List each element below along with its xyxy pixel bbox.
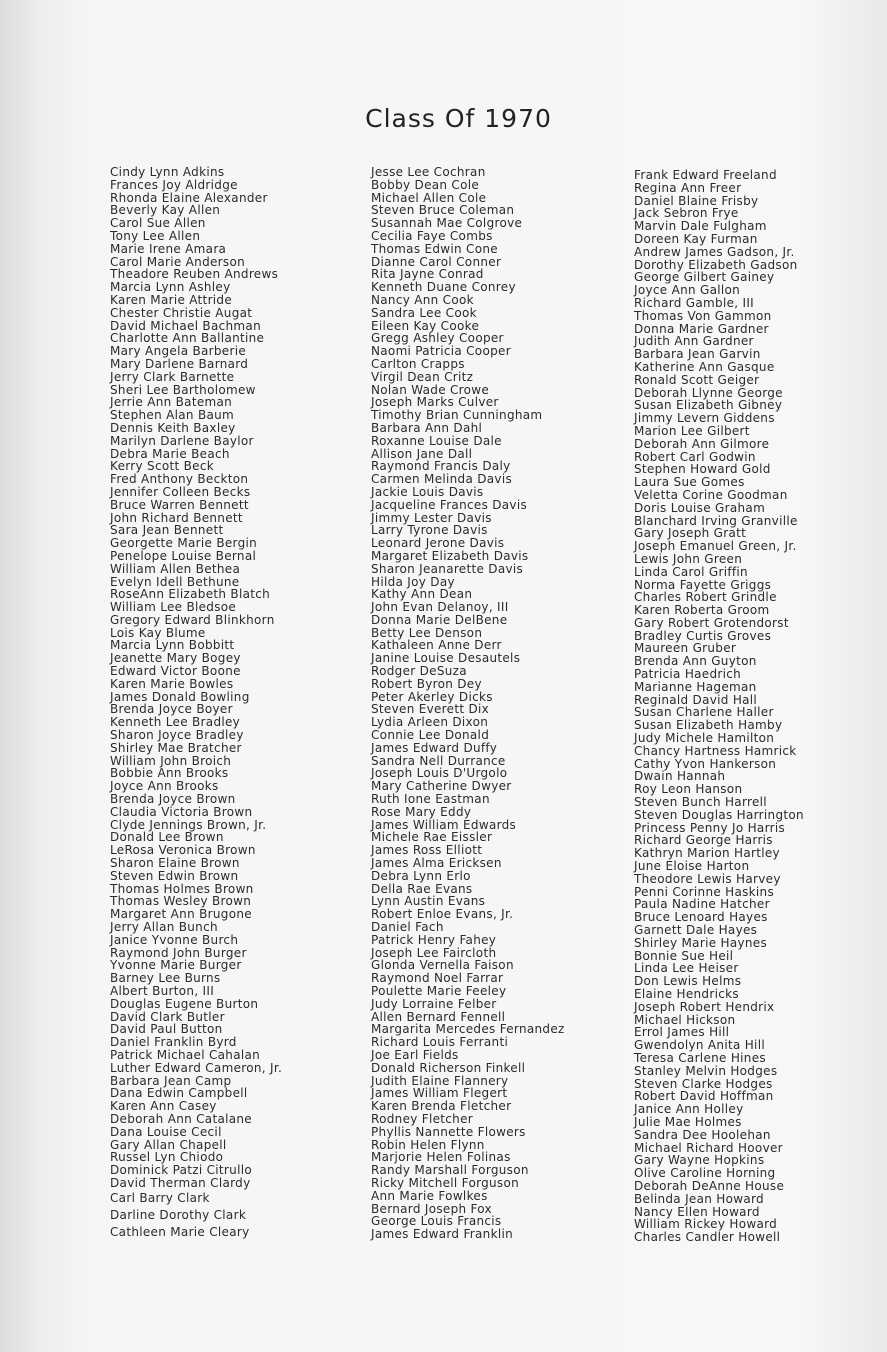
student-name: Joseph Marks Culver <box>371 395 499 410</box>
student-name: Kenneth Duane Conrey <box>371 280 516 295</box>
student-name: Charlotte Ann Ballantine <box>110 331 265 346</box>
student-name: Roxanne Louise Dale <box>371 433 502 448</box>
student-name: Randy Marshall Forguson <box>371 1163 529 1178</box>
student-name: James Edward Franklin <box>371 1227 513 1242</box>
student-name: Sandra Dee Hoolehan <box>634 1127 771 1142</box>
student-name: June Eloise Harton <box>634 859 750 874</box>
student-name: David Clark Butler <box>110 1009 225 1024</box>
student-name: Shirley Mae Bratcher <box>110 740 242 755</box>
student-name: Veletta Corine Goodman <box>634 487 788 502</box>
student-name: Carol Sue Allen <box>110 216 206 231</box>
student-name: Claudia Victoria Brown <box>110 804 253 819</box>
student-name: Rodney Fletcher <box>371 1111 474 1126</box>
student-name: Belinda Jean Howard <box>634 1191 764 1206</box>
student-name: Susan Elizabeth Hamby <box>634 718 783 733</box>
student-name: Jennifer Colleen Becks <box>110 484 251 499</box>
student-name: Margaret Elizabeth Davis <box>371 548 529 563</box>
student-name: Jerrie Ann Bateman <box>110 395 233 410</box>
student-name: Nolan Wade Crowe <box>371 382 490 397</box>
student-name: Raymond Francis Daly <box>371 459 511 474</box>
student-name: Patricia Haedrich <box>634 667 742 682</box>
student-name: Jerry Clark Barnette <box>110 369 235 384</box>
student-name: Donald Lee Brown <box>110 830 224 845</box>
student-name: Frank Edward Freeland <box>634 168 777 182</box>
student-name: Bruce Warren Bennett <box>110 497 249 512</box>
student-name: Ruth Ione Eastman <box>371 792 490 807</box>
student-name: David Paul Button <box>110 1022 223 1037</box>
student-name: Sandra Lee Cook <box>371 305 477 320</box>
student-name: Dianne Carol Conner <box>371 254 502 269</box>
student-name: Lewis John Green <box>634 551 743 566</box>
student-name: Fred Anthony Beckton <box>110 472 249 487</box>
student-name: Barney Lee Burns <box>110 971 221 986</box>
student-name: Betty Lee Denson <box>371 625 483 640</box>
student-name: Mary Angela Barberie <box>110 344 247 359</box>
student-name: Michael Allen Cole <box>371 190 487 205</box>
student-name: George Gilbert Gainey <box>634 270 775 285</box>
names-column-1 <box>110 166 360 1241</box>
student-name: Marcia Lynn Ashley <box>110 280 231 295</box>
student-name: Marion Lee Gilbert <box>634 423 750 438</box>
student-name: James Alma Ericksen <box>371 856 502 871</box>
student-name: Karen Brenda Fletcher <box>371 1099 512 1114</box>
student-name: Leonard Jerone Davis <box>371 536 505 551</box>
student-name: Shirley Marie Haynes <box>634 935 768 950</box>
student-name: Allen Bernard Fennell <box>371 1009 506 1024</box>
student-name: Susannah Mae Colgrove <box>371 216 523 231</box>
student-name: Jesse Lee Cochran <box>371 165 486 179</box>
student-name: Phyllis Nannette Flowers <box>371 1124 526 1139</box>
student-name: Patrick Michael Cahalan <box>110 1047 261 1062</box>
student-name: Marcia Lynn Bobbitt <box>110 638 235 653</box>
student-name: Gwendolyn Anita Hill <box>634 1038 765 1053</box>
student-name: Reginald David Hall <box>634 692 758 707</box>
student-name: Janice Yvonne Burch <box>110 932 239 947</box>
student-name: Gregory Edward Blinkhorn <box>110 612 275 627</box>
student-name: Judith Ann Gardner <box>634 334 754 349</box>
student-name: Steven Bunch Harrell <box>634 795 767 810</box>
student-name: Penelope Louise Bernal <box>110 548 257 563</box>
student-name: John Evan Delanoy, III <box>371 600 509 615</box>
student-name: Doris Louise Graham <box>634 500 766 515</box>
student-name: Bobbie Ann Brooks <box>110 766 229 781</box>
student-name: Brenda Joyce Boyer <box>110 702 233 717</box>
student-name: Marjorie Helen Folinas <box>371 1150 511 1165</box>
student-name: Stephen Howard Gold <box>634 462 771 477</box>
student-name: Karen Roberta Groom <box>634 603 770 618</box>
student-name: Roy Leon Hanson <box>634 782 743 797</box>
student-name: Katherine Ann Gasque <box>634 359 775 374</box>
student-name: Joyce Ann Gallon <box>634 283 741 298</box>
student-name: Lois Kay Blume <box>110 625 206 640</box>
student-name: Richard Gamble, III <box>634 295 755 310</box>
student-name: William Rickey Howard <box>634 1217 778 1232</box>
student-name: Sharon Elaine Brown <box>110 856 240 871</box>
student-name: Douglas Eugene Burton <box>110 996 259 1011</box>
student-name: Judy Michele Hamilton <box>634 731 775 746</box>
student-name: David Therman Clardy <box>110 1175 251 1190</box>
student-name: Laura Sue Gomes <box>634 475 745 490</box>
student-name: Barbara Jean Garvin <box>634 347 761 362</box>
student-name: Joe Earl Fields <box>371 1047 459 1062</box>
student-name: Lynn Austin Evans <box>371 894 486 909</box>
names-column-2 <box>371 166 621 1241</box>
student-name: Sara Jean Bennett <box>110 523 224 538</box>
student-name: Nancy Ann Cook <box>371 292 474 307</box>
student-name: Albert Burton, III <box>110 984 215 998</box>
student-name: Don Lewis Helms <box>634 974 742 989</box>
student-name: Judith Elaine Flannery <box>371 1073 509 1088</box>
student-name: Donna Marie Gardner <box>634 321 769 336</box>
student-name: Sheri Lee Bartholomew <box>110 382 256 397</box>
student-name: Jimmy Levern Giddens <box>634 411 775 426</box>
student-name: Carlton Crapps <box>371 356 465 371</box>
student-name: Dorothy Elizabeth Gadson <box>634 257 798 272</box>
student-name: Charles Robert Grindle <box>634 590 777 605</box>
student-name: Jackie Louis Davis <box>371 484 484 499</box>
student-name: Susan Charlene Haller <box>634 705 774 720</box>
student-name: Raymond John Burger <box>110 945 247 960</box>
student-name: Edward Victor Boone <box>110 664 241 679</box>
student-name: Larry Tyrone Davis <box>371 523 488 538</box>
student-name: Steven Edwin Brown <box>110 868 239 883</box>
student-name: Robert Carl Godwin <box>634 449 756 464</box>
student-name: Julie Mae Holmes <box>634 1114 742 1129</box>
student-name: Deborah DeAnne House <box>634 1178 785 1193</box>
student-name: Karen Marie Attride <box>110 292 233 307</box>
student-name: Carol Marie Anderson <box>110 254 246 269</box>
student-name: Cecilia Faye Combs <box>371 228 493 243</box>
student-name: Teresa Carlene Hines <box>634 1050 766 1065</box>
student-name: Princess Penny Jo Harris <box>634 820 786 835</box>
student-name: Kerry Scott Beck <box>110 459 214 474</box>
student-name: Marilyn Darlene Baylor <box>110 433 254 448</box>
student-name: Patrick Henry Fahey <box>371 932 497 947</box>
student-name: William Lee Bledsoe <box>110 600 237 615</box>
student-name: Barbara Jean Camp <box>110 1073 232 1088</box>
student-name: Joseph Louis D'Urgolo <box>371 766 508 781</box>
student-name: Luther Edward Cameron, Jr. <box>110 1060 283 1075</box>
student-name: Jerry Allan Bunch <box>110 920 218 935</box>
student-name: Errol James Hill <box>634 1025 730 1040</box>
student-name: Beverly Kay Allen <box>110 203 221 218</box>
student-name: Yvonne Marie Burger <box>110 958 242 973</box>
student-name: Sharon Jeanarette Davis <box>371 561 524 576</box>
student-name: Clyde Jennings Brown, Jr. <box>110 817 267 832</box>
student-name: Bruce Lenoard Hayes <box>634 910 768 925</box>
student-name: David Michael Bachman <box>110 318 261 333</box>
student-name: Steven Everett Dix <box>371 702 490 717</box>
student-name: Brenda Ann Guyton <box>634 654 757 669</box>
student-name: Michael Richard Hoover <box>634 1140 783 1155</box>
student-name: Deborah Ann Gilmore <box>634 436 770 451</box>
student-name: Gary Wayne Hopkins <box>634 1153 765 1168</box>
student-name: Joyce Ann Brooks <box>110 779 219 794</box>
student-name: Hilda Joy Day <box>371 574 455 589</box>
student-name: Carmen Melinda Davis <box>371 472 513 487</box>
student-name: Eileen Kay Cooke <box>371 318 480 333</box>
student-name: Daniel Franklin Byrd <box>110 1035 237 1050</box>
student-name: Kathaleen Anne Derr <box>371 638 502 653</box>
student-name: Karen Marie Bowles <box>110 676 234 691</box>
student-name: Bobby Dean Cole <box>371 177 480 192</box>
student-name: Chancy Hartness Hamrick <box>634 743 797 758</box>
student-name: Brenda Joyce Brown <box>110 792 236 807</box>
student-name: Janine Louise Desautels <box>371 651 521 666</box>
student-name: Timothy Brian Cunningham <box>371 408 543 423</box>
student-name: Kenneth Lee Bradley <box>110 715 241 730</box>
student-name: Della Rae Evans <box>371 881 473 896</box>
student-name: Georgette Marie Bergin <box>110 536 258 551</box>
student-name: Jimmy Lester Davis <box>371 510 492 525</box>
student-name: Steven Douglas Harrington <box>634 807 804 822</box>
student-name: Barbara Ann Dahl <box>371 420 483 435</box>
student-name: Gary Allan Chapell <box>110 1137 227 1152</box>
student-name: Daniel Fach <box>371 920 444 935</box>
student-name: Virgil Dean Critz <box>371 369 474 384</box>
student-name: Judy Lorraine Felber <box>371 996 497 1011</box>
student-name: Linda Carol Griffin <box>634 564 748 579</box>
student-name: Marvin Dale Fulgham <box>634 219 767 234</box>
student-name: Daniel Blaine Frisby <box>634 193 759 208</box>
student-name: Theodore Lewis Harvey <box>634 871 781 886</box>
student-name: Stephen Alan Baum <box>110 408 235 423</box>
student-name: Andrew James Gadson, Jr. <box>634 244 795 259</box>
student-name: Margaret Ann Brugone <box>110 907 252 922</box>
student-name: Thomas Edwin Cone <box>371 241 498 256</box>
student-name: Steven Bruce Coleman <box>371 203 515 218</box>
student-name: Thomas Von Gammon <box>634 308 772 323</box>
student-name: Deborah Llynne George <box>634 385 783 400</box>
student-name: Rose Mary Eddy <box>371 804 472 819</box>
student-name: John Richard Bennett <box>110 510 243 525</box>
student-name: James Donald Bowling <box>110 689 250 704</box>
student-name: George Louis Francis <box>371 1214 502 1229</box>
student-name: Naomi Patricia Cooper <box>371 344 511 359</box>
student-name: Ricky Mitchell Forguson <box>371 1175 520 1190</box>
student-name: Connie Lee Donald <box>371 728 490 743</box>
student-name: Debra Lynn Erlo <box>371 868 471 883</box>
student-name: Maureen Gruber <box>634 641 737 656</box>
student-name: Joseph Lee Faircloth <box>371 945 497 960</box>
student-name: Dennis Keith Baxley <box>110 420 236 435</box>
student-name: Robin Helen Flynn <box>371 1137 485 1152</box>
student-name: Joseph Emanuel Green, Jr. <box>634 539 797 554</box>
student-name: Raymond Noel Farrar <box>371 971 504 986</box>
student-name: Deborah Ann Catalane <box>110 1111 252 1126</box>
student-name: Cindy Lynn Adkins <box>110 165 225 179</box>
student-name: James Edward Duffy <box>371 740 498 755</box>
student-name: Stanley Melvin Hodges <box>634 1063 778 1078</box>
student-name: Debra Marie Beach <box>110 446 230 461</box>
student-name: Thomas Wesley Brown <box>110 894 252 909</box>
student-name: Carl Barry Clark <box>110 1190 210 1205</box>
student-name: Olive Caroline Horning <box>634 1166 776 1181</box>
student-name: Marie Irene Amara <box>110 241 227 256</box>
student-name: Michele Rae Eissler <box>371 830 493 845</box>
student-name: Chester Christie Augat <box>110 305 253 320</box>
student-name: James William Flegert <box>371 1086 508 1101</box>
student-name: Jeanette Mary Bogey <box>110 651 241 666</box>
student-name: Theadore Reuben Andrews <box>110 267 279 282</box>
student-name: James Ross Elliott <box>371 843 483 858</box>
student-name: Poulette Marie Feeley <box>371 984 507 998</box>
student-name: Dominick Patzi Citrullo <box>110 1163 252 1178</box>
student-name: Dana Edwin Campbell <box>110 1086 248 1101</box>
student-name: Lydia Arleen Dixon <box>371 715 489 730</box>
student-name: Bernard Joseph Fox <box>371 1201 492 1216</box>
student-name: Donald Richerson Finkell <box>371 1060 526 1075</box>
student-name: Mary Catherine Dwyer <box>371 779 512 794</box>
student-name: Dana Louise Cecil <box>110 1124 222 1139</box>
student-name: Gregg Ashley Cooper <box>371 331 504 346</box>
student-name: Kathy Ann Dean <box>371 587 473 602</box>
student-name: Joseph Robert Hendrix <box>634 999 775 1014</box>
student-name: LeRosa Veronica Brown <box>110 843 256 858</box>
student-name: Nancy Ellen Howard <box>634 1204 760 1219</box>
student-name: Janice Ann Holley <box>634 1102 744 1117</box>
student-name: Frances Joy Aldridge <box>110 177 238 192</box>
student-name: Jack Sebron Frye <box>634 206 739 221</box>
student-name: Evelyn Idell Bethune <box>110 574 240 589</box>
student-name: Cathleen Marie Cleary <box>110 1224 250 1239</box>
student-name: Regina Ann Freer <box>634 180 742 195</box>
student-name: Garnett Dale Hayes <box>634 923 758 938</box>
student-name: Glonda Vernella Faison <box>371 958 514 973</box>
student-name: Robert Byron Dey <box>371 676 482 691</box>
student-name: Kathryn Marion Hartley <box>634 846 780 861</box>
student-name: Rodger DeSuza <box>371 664 467 679</box>
student-name: Tony Lee Allen <box>110 228 201 243</box>
student-name: Karen Ann Casey <box>110 1099 217 1114</box>
student-name: Allison Jane Dall <box>371 446 473 461</box>
student-name: Sharon Joyce Bradley <box>110 728 244 743</box>
student-name: Bradley Curtis Groves <box>634 628 772 643</box>
student-name: Mary Darlene Barnard <box>110 356 249 371</box>
student-name: Sandra Nell Durrance <box>371 753 506 768</box>
student-name: Richard Louis Ferranti <box>371 1035 509 1050</box>
student-name: Jacqueline Frances Davis <box>371 497 528 512</box>
student-name: Donna Marie DelBene <box>371 612 508 627</box>
student-name: Margarita Mercedes Fernandez <box>371 1022 565 1037</box>
student-name: William Allen Bethea <box>110 561 241 576</box>
student-name: Gary Joseph Gratt <box>634 526 747 541</box>
student-name: Rhonda Elaine Alexander <box>110 190 268 205</box>
student-name: Peter Akerley Dicks <box>371 689 493 704</box>
page-title: Class Of 1970 <box>365 104 552 133</box>
student-name: Robert David Hoffman <box>634 1089 774 1104</box>
student-name: Ronald Scott Geiger <box>634 372 760 387</box>
student-name: Susan Elizabeth Gibney <box>634 398 783 413</box>
student-name: Elaine Hendricks <box>634 987 739 1001</box>
student-name: Doreen Kay Furman <box>634 231 758 246</box>
student-name: Dwain Hannah <box>634 769 726 784</box>
student-name: Thomas Holmes Brown <box>110 881 254 896</box>
student-name: James William Edwards <box>371 817 517 832</box>
student-name: Darline Dorothy Clark <box>110 1207 247 1222</box>
student-name: Bonnie Sue Heil <box>634 948 734 963</box>
student-name: Blanchard Irving Granville <box>634 513 798 528</box>
student-name: Rita Jayne Conrad <box>371 267 484 282</box>
student-name: Robert Enloe Evans, Jr. <box>371 907 514 922</box>
student-name: Penni Corinne Haskins <box>634 884 775 899</box>
student-name: RoseAnn Elizabeth Blatch <box>110 587 271 602</box>
student-name: Richard George Harris <box>634 833 773 848</box>
student-name: William John Broich <box>110 753 232 768</box>
student-name: Paula Nadine Hatcher <box>634 897 770 912</box>
student-name: Steven Clarke Hodges <box>634 1076 773 1091</box>
student-name: Ann Marie Fowlkes <box>371 1188 488 1203</box>
names-column-3 <box>634 169 884 1244</box>
student-name: Marianne Hageman <box>634 679 757 694</box>
student-name: Russel Lyn Chiodo <box>110 1150 224 1165</box>
student-name: Linda Lee Heiser <box>634 961 739 976</box>
student-name: Gary Robert Grotendorst <box>634 615 789 630</box>
student-name: Michael Hickson <box>634 1012 736 1027</box>
student-name: Cathy Yvon Hankerson <box>634 756 777 771</box>
student-name: Norma Fayette Griggs <box>634 577 772 592</box>
student-name: Charles Candler Howell <box>634 1230 781 1245</box>
